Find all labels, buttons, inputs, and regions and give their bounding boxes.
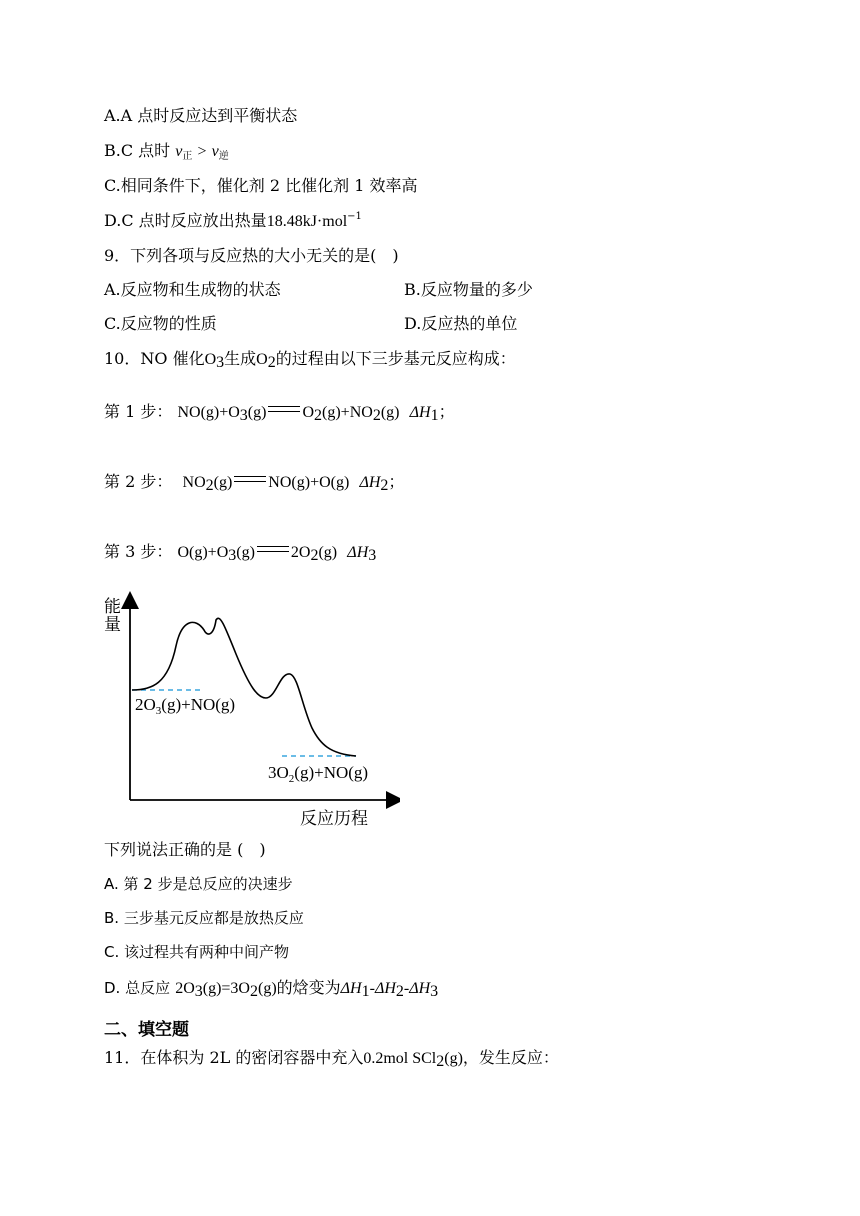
q10-option-c: C. 该过程共有两种中间产物 — [104, 943, 290, 961]
q8-option-a: A.A 点时反应达到平衡状态 — [104, 106, 298, 125]
energy-curve — [132, 618, 356, 756]
q9-option-b: B.反应物量的多少 — [404, 280, 533, 299]
q9-option-d: D.反应热的单位 — [404, 314, 518, 333]
reactant-label: $2O_3(g)+NO(g)$ — [135, 695, 236, 717]
q10-ask: 下列说法正确的是 ( ) — [104, 840, 266, 859]
q8-option-d: D.C 点时反应放出热量18.48kJ·mol$^{-1}$ — [104, 211, 362, 230]
equals-sign — [234, 476, 266, 482]
equals-sign — [257, 546, 289, 552]
q8-option-c: C.相同条件下，催化剂 2 比催化剂 1 效率高 — [104, 176, 418, 195]
q10-option-d: D. 总反应 $2O_3(g)=3O_2(g)$的焓变为$\Delta H_1-\Delta H_2-\Delta H_3$ — [104, 978, 439, 1000]
energy-profile-diagram — [100, 588, 400, 830]
q10-option-b: B. 三步基元反应都是放热反应 — [104, 909, 304, 927]
x-axis-label: 反应历程 — [300, 809, 368, 829]
q10-stem: 10．NO 催化$O_3$生成$O_2$的过程由以下三步基元反应构成： — [104, 349, 516, 371]
product-label: $3O_2(g)+NO(g)$ — [268, 763, 369, 785]
q9-option-c: C.反应物的性质 — [104, 314, 217, 333]
y-axis-label-1: 能 — [104, 597, 121, 617]
q10-step-2: 第 2 步： $NO_2(g)$ NO(g)+O(g) $\Delta H_2$； — [104, 472, 405, 494]
q11-stem: 11．在体积为 2L 的密闭容器中充入0.2mol SCl$_2$(g)，发生反应： — [104, 1048, 559, 1070]
y-axis-label-2: 量 — [104, 615, 121, 635]
q9-stem: 9．下列各项与反应热的大小无关的是( ) — [104, 246, 399, 265]
equals-sign — [268, 406, 300, 412]
q10-option-a: A. 第 2 步是总反应的决速步 — [104, 875, 293, 893]
q8-option-b: B.C 点时 $v_正 > v_逆$ — [104, 141, 229, 162]
section-heading: 二、填空题 — [104, 1020, 189, 1040]
q9-option-a: A.反应物和生成物的状态 — [104, 280, 281, 299]
q10-step-3: 第 3 步： $O(g)+O_3(g)$ $2O_2(g)$ $\Delta H_3$ — [104, 542, 377, 564]
q10-step-1: 第 1 步： $NO(g)+O_3(g)$ $O_2(g)+NO_2(g)$ $\Delta H_1$； — [104, 402, 455, 424]
